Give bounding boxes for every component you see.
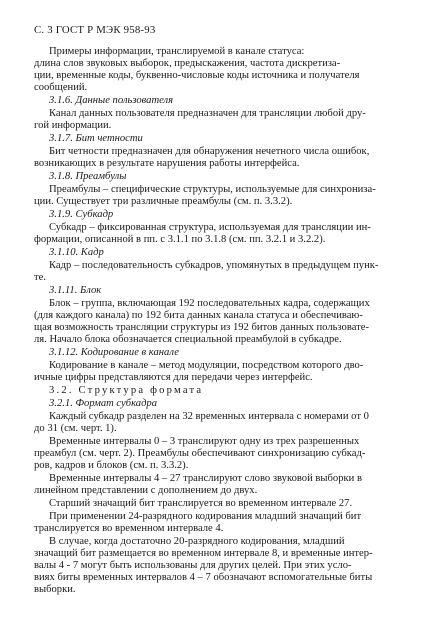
text-line: значащий бит размещается во временном интервале 8, и временные интер- bbox=[34, 548, 373, 559]
section-heading: 3.1.9. Субкадр bbox=[49, 209, 114, 220]
text-line: ров, кадров и блоков (см. п. 3.3.2). bbox=[34, 460, 189, 471]
section-heading: 3.1.8. Преамбулы bbox=[49, 171, 127, 182]
text-line: валы 4 - 7 могут быть использованы для других целей. При этих усло- bbox=[34, 560, 352, 571]
text-line: (для каждого канала) по 192 бита данных канала статуса и обеспечиваю- bbox=[34, 310, 363, 321]
text-line: При применении 24-разрядного кодирования младший значащий бит bbox=[49, 511, 362, 522]
text-line: Блок – группа, включающая 192 последовательных кадра, содержащих bbox=[49, 298, 370, 309]
text-line: щая возможность трансляции структуры из 192 битов данных пользовате- bbox=[34, 322, 370, 333]
text-line: сообщений. bbox=[34, 82, 88, 93]
text-line: виях биты временных интервалов 4 – 7 обозначают вспомогательные биты bbox=[34, 572, 373, 583]
section-heading: 3.1.10. Кадр bbox=[49, 247, 104, 258]
text-line: гой информации. bbox=[34, 120, 112, 131]
text-line: ля. Начало блока обозначается специальной преамбулой в субкадре. bbox=[34, 334, 342, 345]
text-line: В случае, когда достаточно 20-разрядного кодирования, младший bbox=[49, 536, 345, 547]
page-header: С. 3 ГОСТ Р МЭК 958-93 bbox=[34, 24, 156, 36]
section-heading: 3.2.1. Формат субкадра bbox=[49, 398, 158, 409]
text-line: ции. Существует три различные преамбулы (см. п. 3.3.2). bbox=[34, 196, 293, 207]
section-heading: 3.1.12. Кодирование в канале bbox=[49, 347, 179, 358]
text-line: Временные интервалы 0 – 3 транслируют одну из трех разрешенных bbox=[49, 436, 360, 447]
text-line: преамбул (см. черт. 2). Преамбулы обеспечивают синхронизацию субкад- bbox=[34, 448, 366, 459]
text-line: ции, временные коды, буквенно-числовые коды источника и получателя bbox=[34, 70, 360, 81]
text-line: транслируется во временном интервале 4. bbox=[34, 523, 224, 534]
text-line: Примеры информации, транслируемой в канале статуса: bbox=[49, 46, 305, 57]
section-heading: 3.1.7. Бит четности bbox=[49, 133, 143, 144]
text-line: формации, описанной в пп. с 3.1.1 по 3.1.8 (см. пп. 3.2.1 и 3.2.2). bbox=[34, 234, 326, 245]
text-line: Каждый субкадр разделен на 32 временных интервала с номерами от 0 bbox=[49, 411, 369, 422]
text-line: Кодирование в канале – метод модуляции, посредством которого дво- bbox=[49, 360, 364, 371]
text-line: до 31 (см. черт. 1). bbox=[34, 423, 117, 434]
text-line: длина слов звуковых выборок, предыскажения, частота дискретиза- bbox=[34, 58, 341, 69]
text-line: Субкадр – фиксированная структура, используемая для трансляции ин- bbox=[49, 222, 371, 233]
text-line: Старший значащий бит транслируется во временном интервале 27. bbox=[49, 498, 353, 509]
text-line: выборки. bbox=[34, 584, 76, 595]
section-heading: 3.1.6. Данные пользователя bbox=[49, 95, 174, 106]
text-line: Временные интервалы 4 – 27 транслируют слово звуковой выборки в bbox=[49, 473, 362, 484]
text-line: Бит четности предназначен для обнаружения нечетного числа ошибок, bbox=[49, 146, 370, 157]
text-line: Канал данных пользователя предназначен для трансляции любой дру- bbox=[49, 108, 366, 119]
text-line: Кадр – последовательность субкадров, упомянутых в предыдущем пунк- bbox=[49, 260, 379, 271]
text-line: Преамбулы – специфические структуры, используемые для синхрониза- bbox=[49, 184, 376, 195]
text-line: ичные цифры представляются для передачи через интерфейс. bbox=[34, 372, 313, 383]
section-heading: 3.2. Структура формата bbox=[49, 385, 204, 396]
text-line: возникающих в результате нарушения работы интерфейса. bbox=[34, 158, 300, 169]
section-heading: 3.1.11. Блок bbox=[49, 285, 102, 296]
text-line: линейном представлении с дополнением до двух. bbox=[34, 485, 258, 496]
text-line: те. bbox=[34, 272, 46, 283]
